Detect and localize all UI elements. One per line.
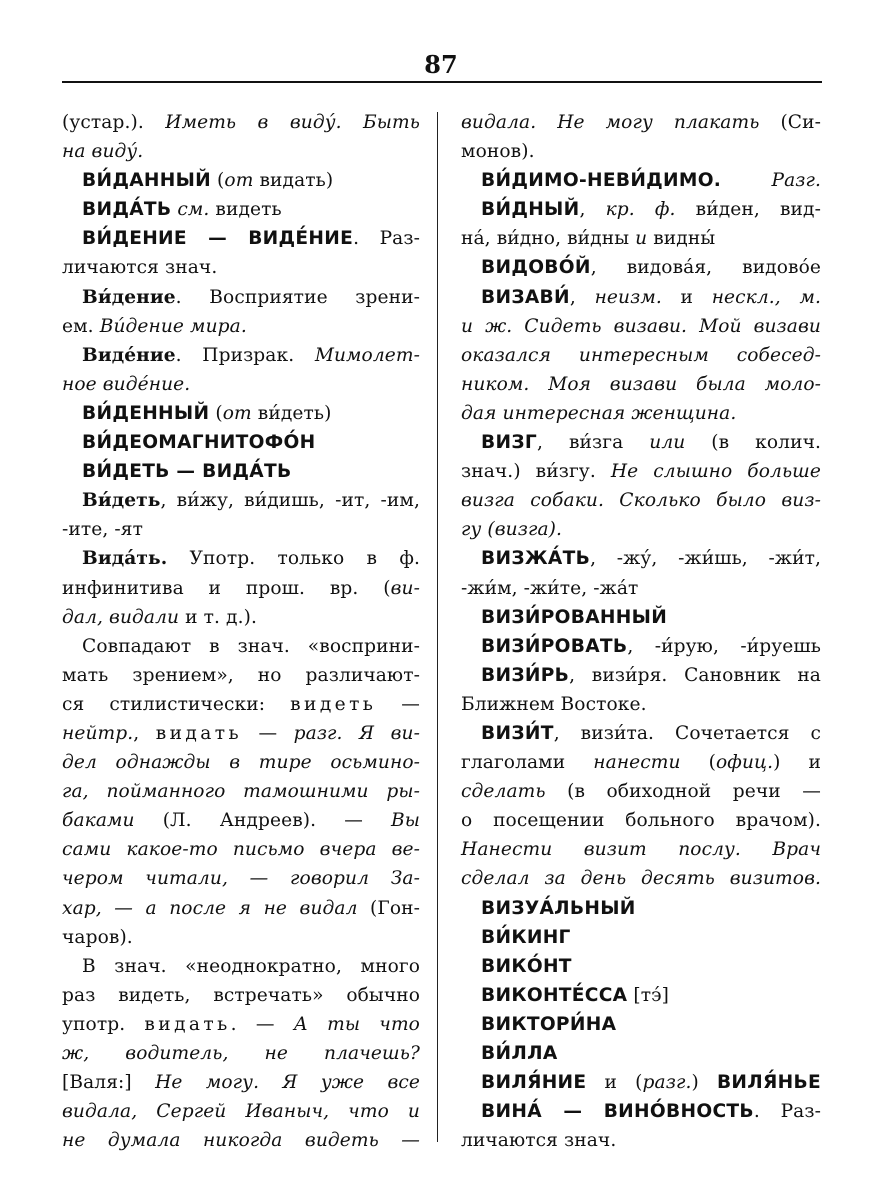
text-line	[461, 486, 821, 515]
text-segment: (в колич.	[685, 432, 821, 454]
text-line	[461, 370, 821, 399]
text-line	[461, 1039, 821, 1068]
headword: ВИ́ДНЫЙ	[481, 199, 580, 221]
text-segment: Ближнем Востоке.	[461, 693, 647, 715]
text-segment: . Раз-	[753, 1101, 821, 1123]
text-line	[62, 137, 420, 166]
text-segment: видать)	[253, 170, 334, 192]
headword: ВИЗИ́РОВАТЬ	[481, 635, 628, 657]
text-segment: Вы	[390, 810, 420, 832]
text-segment: (Л. Андреев). —	[134, 810, 391, 832]
text-line	[461, 166, 821, 195]
headword: ВИЗАВИ́	[481, 286, 570, 308]
text-line	[62, 224, 420, 253]
text-segment: ,	[133, 722, 156, 744]
headword: ВИЗИ́РОВАННЫЙ	[481, 606, 668, 628]
text-line	[461, 428, 821, 457]
text-line	[461, 661, 821, 690]
text-segment: сделал за день десять визитов.	[461, 868, 821, 890]
text-segment: кр. ф.	[605, 199, 676, 221]
text-line	[461, 806, 821, 835]
text-segment: (	[211, 170, 225, 192]
text-line	[461, 690, 821, 719]
text-segment: видать	[155, 722, 242, 744]
text-line	[62, 457, 420, 486]
text-line	[62, 1010, 420, 1039]
text-segment: монов).	[461, 141, 535, 163]
text-line	[62, 312, 420, 341]
text-segment: Нанести визит послу. Врач	[461, 839, 821, 861]
text-segment: на виду́.	[62, 141, 144, 163]
page-number: 87	[424, 50, 458, 79]
text-line	[62, 428, 420, 457]
headword: ВИ́ДЕОМАГНИТОФО́Н	[82, 432, 316, 454]
text-line	[62, 690, 420, 719]
text-line	[461, 864, 821, 893]
text-segment: и	[635, 228, 648, 250]
headword: ВИ́ДЕНИЕ — ВИДЕ́НИЕ	[82, 228, 354, 250]
text-line	[461, 777, 821, 806]
headword: ВИЗГ	[481, 432, 537, 454]
text-segment: хар, — а после я не видал	[62, 897, 358, 919]
headword: ВИ́ДЕТЬ — ВИДА́ТЬ	[82, 461, 292, 483]
text-segment: и (	[586, 1072, 643, 1094]
text-segment: видала. Не могу плакать	[461, 112, 760, 133]
headword: ВИЗЖА́ТЬ	[481, 548, 591, 570]
text-line	[62, 574, 420, 603]
headword: ВИЗИ́Т	[481, 722, 554, 744]
text-segment: (устар.).	[62, 112, 166, 133]
text-line	[461, 1097, 821, 1126]
text-line	[461, 253, 821, 282]
headword: ВИЗУА́ЛЬНЫЙ	[481, 897, 636, 919]
headword: ВИЗИ́РЬ	[481, 664, 570, 686]
text-line	[461, 632, 821, 661]
text-segment: ви́ден, вид-	[675, 199, 821, 221]
column-divider	[437, 112, 438, 1142]
text-segment: , видова́я, видово́е	[590, 257, 821, 279]
text-segment: -жи́м, -жи́те, -жа́т	[461, 577, 639, 599]
text-line	[461, 224, 821, 253]
text-segment: ,	[569, 286, 595, 308]
text-line	[461, 603, 821, 632]
right-column	[461, 108, 821, 1155]
text-segment: не думала никогда видеть —	[62, 1130, 420, 1152]
text-segment: чаров).	[62, 926, 133, 948]
text-segment: мать зрением», но различают-	[62, 664, 420, 686]
text-segment: сделать	[461, 781, 546, 803]
headword: ВИ́ЛЛА	[481, 1043, 558, 1064]
text-segment: . —	[230, 1013, 294, 1035]
text-line	[62, 719, 420, 748]
text-segment: неизм.	[594, 286, 662, 308]
text-segment: дая интересная женщина.	[461, 402, 737, 424]
text-segment: употр.	[62, 1013, 145, 1035]
text-segment: глаголами	[461, 752, 594, 774]
text-segment: Ви́дение мира.	[99, 315, 247, 337]
text-segment: и	[661, 286, 712, 308]
text-line	[62, 108, 420, 137]
headword: ВИ́ДАННЫЙ	[82, 170, 212, 192]
text-segment: (	[680, 752, 716, 774]
text-segment: В знач. «неоднократно, много	[82, 955, 420, 977]
text-segment: , -жу́, -жи́шь, -жи́т,	[590, 548, 821, 570]
text-segment: разг. Я ви-	[293, 722, 420, 744]
text-line	[62, 661, 420, 690]
text-segment: ся стилистически:	[62, 693, 291, 715]
text-line	[62, 748, 420, 777]
text-segment: личаются знач.	[62, 257, 218, 279]
text-segment: А ты что	[293, 1013, 420, 1035]
text-segment: Не слышно больше	[610, 461, 821, 483]
text-segment: разг.	[642, 1072, 692, 1094]
text-segment: Не могу. Я уже все	[155, 1072, 420, 1094]
text-line	[62, 806, 420, 835]
text-segment: )	[691, 1072, 717, 1094]
headword: ВИ́ДЕННЫЙ	[82, 402, 210, 424]
text-segment: видала, Сергей Иваныч, что и	[62, 1101, 420, 1123]
text-segment: ное виде́ние.	[62, 373, 191, 395]
text-line	[62, 515, 420, 544]
text-segment: дал, видали	[62, 606, 180, 628]
text-segment: на́, ви́дно, ви́дны	[461, 228, 636, 250]
headword: ВИКОНТЕ́ССА	[481, 984, 628, 1006]
text-segment: (	[209, 402, 223, 424]
text-segment: нейтр.	[62, 722, 134, 744]
headword: ВИКТОРИ́НА	[481, 1013, 617, 1035]
text-segment: Ви́дение	[82, 286, 176, 308]
text-line	[62, 283, 420, 312]
text-line	[461, 515, 821, 544]
headword: ВИДОВО́Й	[481, 257, 591, 279]
headword: ВИНА́ — ВИНО́ВНОСТЬ	[481, 1101, 754, 1123]
text-line	[62, 894, 420, 923]
text-line	[62, 603, 420, 632]
text-line	[62, 195, 420, 224]
text-line	[62, 1097, 420, 1126]
text-segment: -ите, -ят	[62, 519, 143, 541]
text-line	[62, 544, 420, 573]
text-segment: баками	[62, 810, 135, 832]
text-line	[62, 166, 420, 195]
text-segment: Мимолет-	[314, 344, 420, 366]
text-segment: Разг.	[771, 170, 821, 192]
text-segment: сами какое-то письмо вчера ве-	[62, 839, 420, 861]
headword: ВИДА́ТЬ	[82, 199, 172, 221]
text-segment: Виде́ние	[82, 344, 176, 366]
text-segment: оказался интересным собесед-	[461, 344, 821, 366]
text-line	[461, 457, 821, 486]
text-line	[461, 108, 821, 137]
headword: ВИ́ДИМО-НЕВИ́ДИМО.	[481, 170, 722, 192]
text-segment: ж, водитель, не плачешь?	[62, 1043, 420, 1064]
text-segment: инфинитива и прош. вр. (	[62, 577, 391, 599]
text-segment: . Призрак.	[175, 344, 315, 366]
text-segment: гу (визга).	[461, 519, 563, 541]
text-segment: или	[649, 432, 686, 454]
text-line	[461, 1010, 821, 1039]
text-line	[461, 341, 821, 370]
text-segment: раз видеть, встречать» обычно	[62, 984, 420, 1006]
text-line	[461, 1068, 821, 1097]
text-line	[62, 835, 420, 864]
headword: ВИЛЯ́НИЕ	[481, 1072, 587, 1094]
text-segment: видеть	[209, 199, 282, 221]
text-line	[62, 777, 420, 806]
text-line	[461, 137, 821, 166]
text-segment: . Раз-	[353, 228, 420, 250]
text-line	[461, 981, 821, 1010]
text-segment: от	[222, 402, 252, 424]
text-segment: Вида́ть.	[82, 548, 168, 570]
text-segment: Ви́деть	[82, 490, 161, 512]
text-segment: визга собаки. Сколько было виз-	[461, 490, 821, 512]
text-segment: Употр. только в ф.	[167, 548, 420, 570]
text-segment: ем.	[62, 315, 100, 337]
text-segment: (Си-	[759, 112, 821, 133]
text-segment: ,	[579, 199, 606, 221]
text-segment: и ж. Сидеть визави. Мой визави	[461, 315, 821, 337]
text-segment: , визи́ря. Сановник на	[569, 664, 821, 686]
text-line	[62, 370, 420, 399]
text-segment: и т. д.).	[179, 606, 257, 628]
text-line	[62, 632, 420, 661]
text-segment: , -и́рую, -и́руешь	[627, 635, 821, 657]
text-segment: (в обиходной речи —	[545, 781, 821, 803]
text-line	[62, 981, 420, 1010]
text-line	[62, 1126, 420, 1155]
left-column	[62, 108, 420, 1155]
text-line	[461, 923, 821, 952]
text-segment: , ви́жу, ви́дишь, -ит, -им,	[160, 490, 420, 512]
text-segment: чером читали, — говорил За-	[62, 868, 420, 890]
text-segment: ви-	[390, 577, 420, 599]
text-segment: , ви́зга	[537, 432, 650, 454]
text-segment: га, пойманного тамошними ры-	[62, 781, 420, 803]
text-segment: личаются знач.	[461, 1130, 617, 1152]
text-segment: [тэ́]	[627, 984, 669, 1006]
text-segment: Совпадают в знач. «восприни-	[82, 635, 420, 657]
text-line	[461, 835, 821, 864]
text-line	[461, 399, 821, 428]
text-segment: о посещении больного врачом).	[461, 810, 821, 832]
text-segment: нанести	[593, 752, 681, 774]
text-segment: [Валя:]	[62, 1072, 156, 1094]
text-segment: . Восприятие зрени-	[175, 286, 420, 308]
text-segment: видеть	[290, 693, 377, 715]
text-segment: дел однажды в тире осьмино-	[62, 752, 420, 774]
text-line	[62, 253, 420, 282]
text-segment: ником. Моя визави была моло-	[461, 373, 821, 395]
text-segment: см.	[177, 199, 210, 221]
text-line	[461, 574, 821, 603]
text-line	[461, 748, 821, 777]
text-segment: ) и	[773, 752, 821, 774]
text-line	[62, 341, 420, 370]
text-segment: Иметь в виду́. Быть	[165, 112, 420, 133]
headword: ВИКО́НТ	[481, 955, 572, 977]
text-segment: знач.) ви́згу.	[461, 461, 611, 483]
header-rule	[62, 81, 822, 83]
text-line	[461, 894, 821, 923]
text-segment: офиц.	[716, 752, 774, 774]
text-segment: ви́деть)	[251, 402, 332, 424]
text-segment: видны́	[647, 228, 716, 250]
text-line	[62, 864, 420, 893]
text-line	[461, 952, 821, 981]
text-line	[461, 283, 821, 312]
text-line	[461, 312, 821, 341]
text-segment: —	[376, 693, 420, 715]
text-line	[62, 1068, 420, 1097]
text-line	[62, 486, 420, 515]
text-line	[461, 1126, 821, 1155]
headword: ВИЛЯ́НЬЕ	[716, 1072, 821, 1094]
text-line	[461, 719, 821, 748]
text-line	[62, 923, 420, 952]
text-line	[62, 1039, 420, 1068]
text-line	[62, 952, 420, 981]
text-line	[62, 399, 420, 428]
text-line	[461, 544, 821, 573]
text-segment: видать	[144, 1013, 231, 1035]
text-segment: (Гон-	[357, 897, 420, 919]
text-segment: , визи́та. Сочетается с	[553, 722, 821, 744]
text-segment	[721, 170, 771, 191]
text-line	[461, 195, 821, 224]
headword: ВИ́КИНГ	[481, 926, 571, 948]
text-segment: —	[241, 722, 294, 744]
text-segment: от	[224, 170, 254, 192]
text-segment: нескл., м.	[711, 286, 822, 308]
